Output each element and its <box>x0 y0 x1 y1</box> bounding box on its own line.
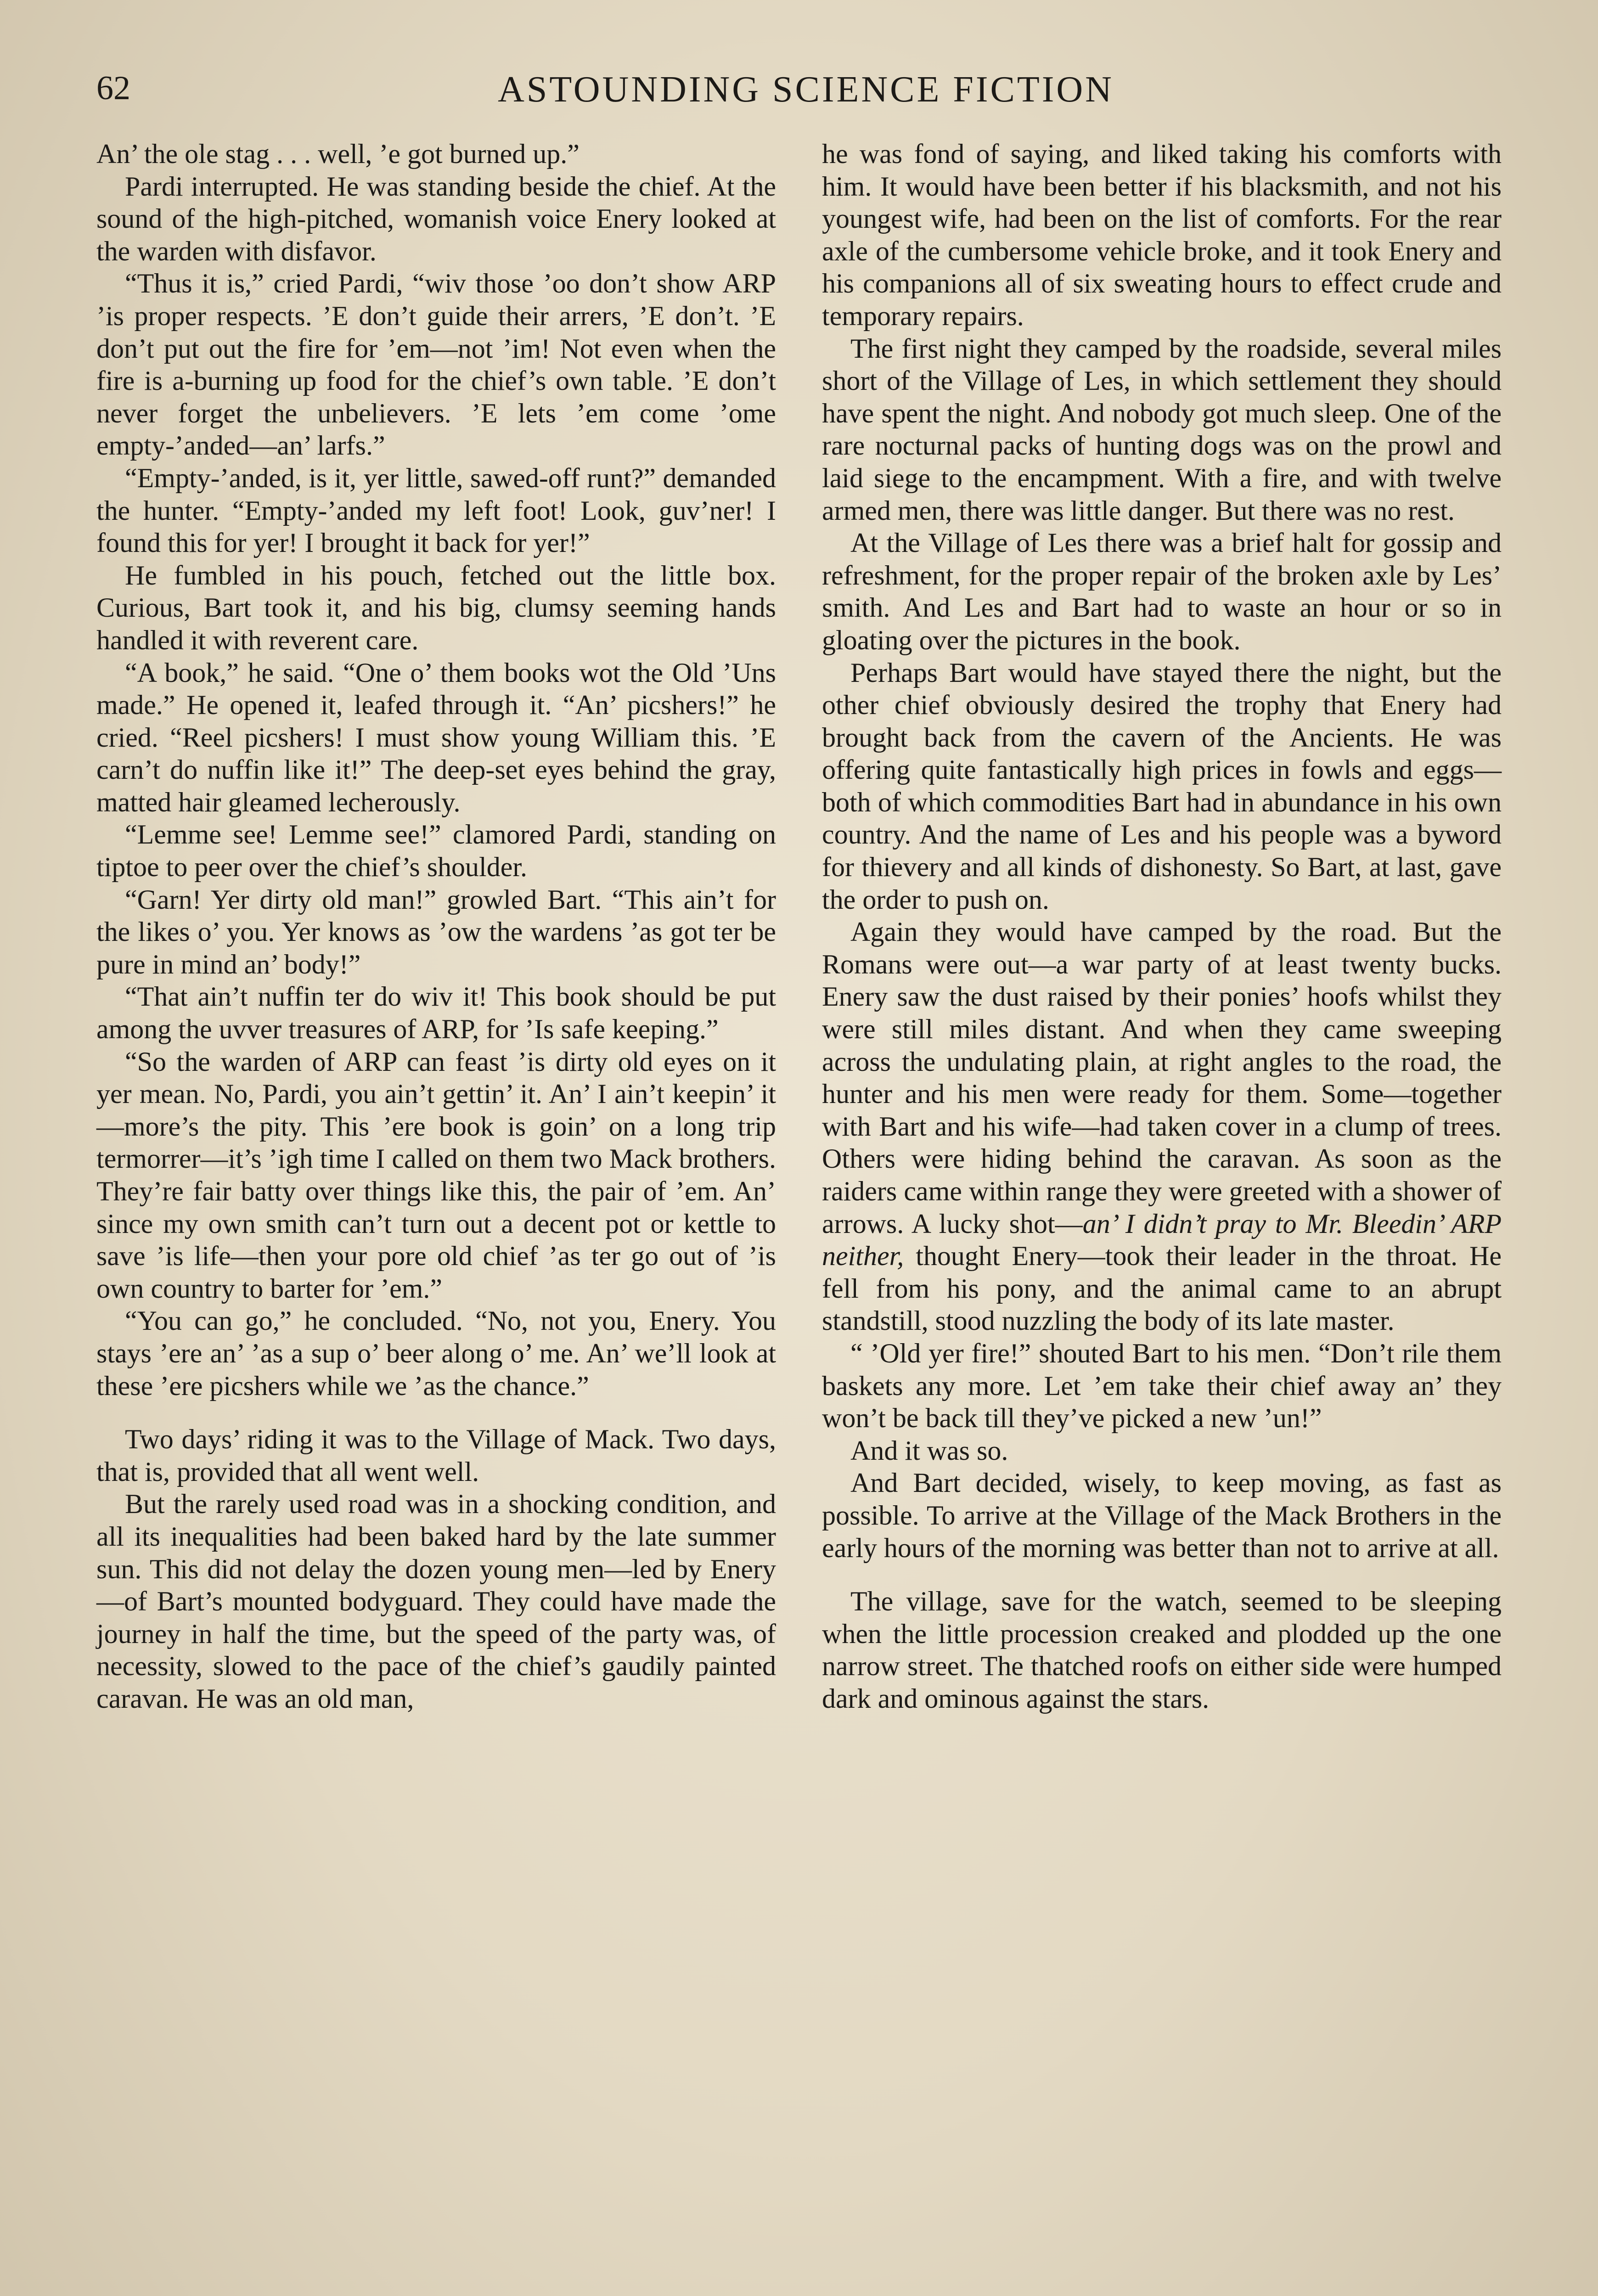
paragraph: “Thus it is,” cried Pardi, “wiv those ’oo don’t show ARP ’is proper respects. ’E don’t guide their arrers, ’E don’t. ’E don’t put out the fire for ’em—not ’im! Not even when the fire is a-burning up food for the chief’s own table. ’E don’t never forget the unbelievers. ’E lets ’em come ’ome empty-’anded—an’ larfs.” <box>96 268 776 461</box>
paragraph: “ ’Old yer fire!” shouted Bart to his men. “Don’t rile them baskets any more. Let ’em take their chief away an’ they won’t be back till they’ve picked a new ’un!” <box>822 1338 1502 1434</box>
paragraph: “That ain’t nuffin ter do wiv it! This book should be put among the uvver treasures of ARP, for ’Is safe keeping.” <box>96 981 776 1045</box>
left-column <box>96 138 776 1715</box>
right-column <box>822 138 1502 1715</box>
magazine-title: ASTOUNDING SCIENCE FICTION <box>498 69 1114 110</box>
paragraph: “A book,” he said. “One o’ them books wot the Old ’Uns made.” He opened it, leafed through it. “An’ picshers!” he cried. “Reel picshers! I must show young William this. ’E carn’t do nuffin like it!” The deep-set eyes behind the gray, matted hair gleamed lecherously. <box>96 657 776 817</box>
paragraph: He fumbled in his pouch, fetched out the little box. Curious, Bart took it, and his big, clumsy seeming hands handled it with reverent care. <box>96 560 776 655</box>
paragraph: But the rarely used road was in a shocking condition, and all its inequalities had been baked hard by the late summer sun. This did not delay the dozen young men—led by Enery—of Bart’s mounted bodyguard. They could have made the journey in half the time, but the speed of the party was, of necessity, slowed to the pace of the chief’s gaudily painted caravan. He was an old man, <box>96 1489 776 1714</box>
paragraph: “So the warden of ARP can feast ’is dirty old eyes on it yer mean. No, Pardi, you ain’t gettin’ it. An’ I ain’t keepin’ it—more’s the pity. This ’ere book is goin’ on a long trip termorrer—it’s ’igh time I called on them two Mack brothers. They’re fair batty over things like this, the pair of ’em. An’ since my own smith can’t turn out a decent pot or kettle to save ’is life—then your pore old chief ’as ter go out of ’is own country to barter for ’em.” <box>96 1046 776 1304</box>
page-number: 62 <box>96 69 130 107</box>
paragraph: At the Village of Les there was a brief halt for gossip and refreshment, for the proper repair of the broken axle by Les’ smith. And Les and Bart had to waste an hour or so in gloating over the pictures in the book. <box>822 528 1502 655</box>
paragraph: An’ the ole stag . . . well, ’e got burned up.” <box>96 139 580 169</box>
paragraph <box>822 916 1502 1337</box>
paragraph-text: Again they would have camped by the road. But the Romans were out—a war party of at least twenty bucks. Enery saw the dust raised by their ponies’ hoofs whilst they were still miles distant. And when they came sweeping across the undulating plain, at right angles to the road, the hunter and his men were ready for them. Some—together with Bart and his wife—had taken cover in a clump of trees. Others were hiding behind the caravan. As soon as the raiders came within range they were greeted with a shower of arrows. A lucky shot— <box>822 917 1502 1239</box>
italic-thought: an’ I didn’t pray to Mr. Bleedin’ ARP neither, <box>822 1208 1502 1272</box>
paragraph-text: thought Enery—took their leader in the throat. He fell from his pony, and the animal came to an abrupt standstill, stood nuzzling the body of its late master. <box>822 1241 1502 1336</box>
paragraph: The first night they camped by the roadside, several miles short of the Village of Les, in which settlement they should have spent the night. And nobody got much sleep. One of the rare nocturnal packs of hunting dogs was on the prowl and laid siege to the encampment. With a fire, and with twelve armed men, there was little danger. But there was no rest. <box>822 333 1502 526</box>
paragraph: he was fond of saying, and liked taking his comforts with him. It would have been better if his blacksmith, and not his youngest wife, had been on the list of comforts. For the rear axle of the cumbersome vehicle broke, and it took Enery and his companions all of six sweating hours to effect crude and temporary repairs. <box>822 139 1502 331</box>
paragraph: The village, save for the watch, seemed to be sleeping when the little procession creaked and plodded up the one narrow street. The thatched roofs on either side were humped dark and ominous against the stars. <box>822 1586 1502 1714</box>
paragraph: Perhaps Bart would have stayed there the night, but the other chief obviously desired the trophy that Enery had brought back from the cavern of the Ancients. He was offering quite fantastically high prices in fowls and eggs—both of which commodities Bart had in abundance in his own country. And the name of Les and his people was a byword for thievery and all kinds of dishonesty. So Bart, at last, gave the order to push on. <box>822 657 1502 915</box>
paragraph: “You can go,” he concluded. “No, not you, Enery. You stays ’ere an’ ’as a sup o’ beer along o’ me. An’ we’ll look at these ’ere picshers while we ’as the chance.” <box>96 1306 776 1401</box>
paragraph: And Bart decided, wisely, to keep moving, as fast as possible. To arrive at the Village of the Mack Brothers in the early hours of the morning was better than not to arrive at all. <box>822 1468 1502 1563</box>
paragraph: “Lemme see! Lemme see!” clamored Pardi, standing on tiptoe to peer over the chief’s shoulder. <box>96 819 776 883</box>
paragraph: Pardi interrupted. He was standing beside the chief. At the sound of the high-pitched, womanish voice Enery looked at the warden with disfavor. <box>96 171 776 266</box>
paragraph: And it was so. <box>850 1435 1008 1466</box>
running-head <box>96 64 1515 129</box>
paragraph: “Garn! Yer dirty old man!” growled Bart. “This ain’t for the likes o’ you. Yer knows as ’ow the wardens ’as got ter be pure in mind an’ body!” <box>96 884 776 979</box>
paragraph: “Empty-’anded, is it, yer little, sawed-off runt?” demanded the hunter. “Empty-’anded my left foot! Look, guv’ner! I found this for yer! I brought it back for yer!” <box>96 462 776 558</box>
paragraph: Two days’ riding it was to the Village of Mack. Two days, that is, provided that all went well. <box>96 1424 776 1487</box>
